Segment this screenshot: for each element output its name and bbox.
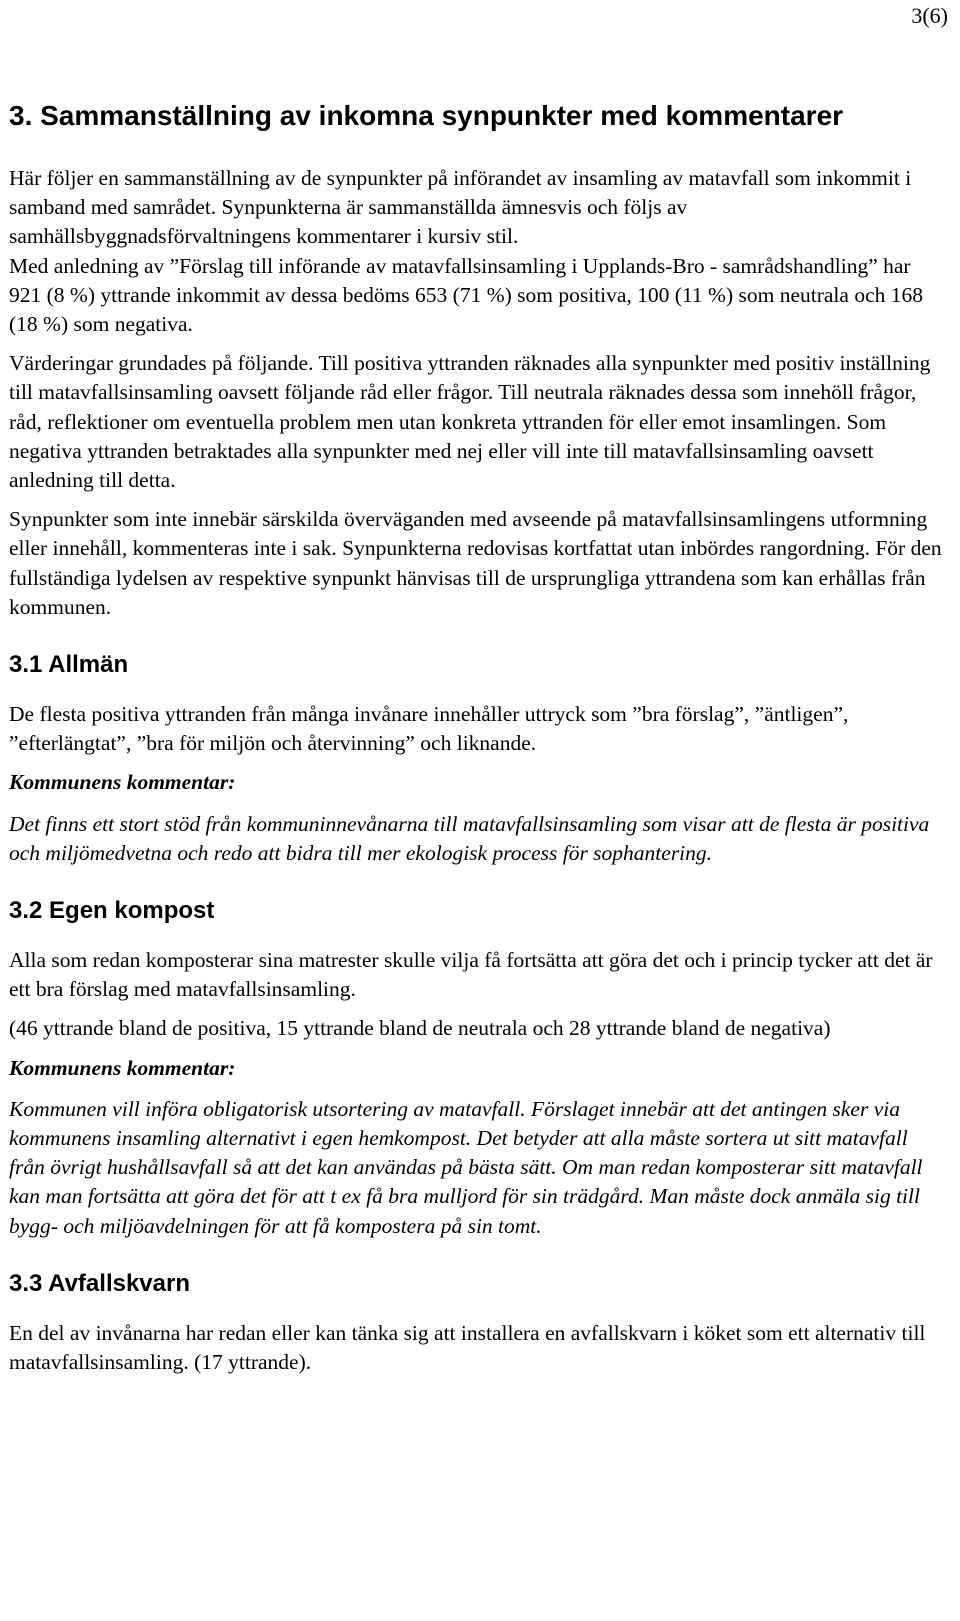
section-heading-allman: 3.1 Allmän bbox=[9, 651, 129, 679]
municipality-comment: Det finns ett stort stöd från kommuninnevånarna till matavfallsinsamling som visar att de flesta är positiva och miljömedvetna och redo att bidra till mer ekologisk process för sophantering. bbox=[9, 811, 930, 865]
response-counts: (46 yttrande bland de positiva, 15 yttrande bland de neutrala och 28 yttrande bland de negativa) bbox=[9, 1016, 831, 1041]
intro-paragraph: Här följer en sammanställning av de synpunkter på införandet av insamling av matavfall som inkommit i samband med samrådet. Synpunkterna är sammanställda ämnesvis och följs av samhällsbyggnadsförvaltningens kommentarer i kursiv stil. bbox=[9, 166, 912, 249]
intro-paragraph: Synpunkter som inte innebär särskilda överväganden med avseende på matavfallsinsamlingens utformning eller innehåll, kommenteras inte i sak. Synpunkterna redovisas kortfattat utan inbördes rangordning. För den fullständiga lydelsen av respektive synpunkt hänvisas till de ursprungliga yttrandena som kan erhållas från kommunen. bbox=[9, 507, 942, 619]
municipality-comment: Kommunen vill införa obligatorisk utsortering av matavfall. Förslaget innebär att det antingen sker via kommunens insamling alternativt i egen hemkompost. Det betyder att alla måste sortera ut sitt matavfall från övrigt hushållsavfall så att det kan användas på bästa sätt. Om man redan komposterar sitt matavfall kan man fortsätta att göra det för att t ex få bra mulljord för sin trädgård. Man måste dock anmäla sig till bygg- och miljöavdelningen för att få kompostera på sin tomt. bbox=[9, 1096, 923, 1238]
page-content bbox=[9, 97, 944, 1387]
comment-label: Kommunens kommentar: bbox=[9, 1055, 236, 1080]
section-heading-avfallskvarn: 3.3 Avfallskvarn bbox=[9, 1269, 190, 1297]
page-title: 3. Sammanställning av inkomna synpunkter med kommentarer bbox=[9, 100, 844, 131]
page-number: 3(6) bbox=[911, 3, 948, 28]
section-body: Alla som redan komposterar sina matrester skulle vilja få fortsätta att göra det och i princip tycker att det är ett bra förslag med matavfallsinsamling. bbox=[9, 948, 933, 1002]
intro-paragraph: Värderingar grundades på följande. Till positiva yttranden räknades alla synpunkter med positiv inställning till matavfallsinsamling oavsett följande råd eller frågor. Till neutrala räknades dessa som innehöll frågor, råd, reflektioner om eventuella problem men utan konkreta yttranden för eller emot insamlingen. Som negativa yttranden betraktades alla synpunkter med nej eller vill inte till matavfallsinsamling oavsett anledning till detta. bbox=[9, 351, 931, 493]
section-body: En del av invånarna har redan eller kan tänka sig att installera en avfallskvarn i köket som ett alternativ till matavfallsinsamling. (17 yttrande). bbox=[9, 1320, 926, 1375]
comment-label: Kommunens kommentar: bbox=[9, 770, 236, 795]
intro-paragraph: Med anledning av ”Förslag till införande av matavfallsinsamling i Upplands-Bro - samrådshandling” har 921 (8 %) yttrande inkommit av dessa bedöms 653 (71 %) som positiva, 100 (11 %) som neutrala och 168 (18 %) som negativa. bbox=[9, 253, 923, 337]
section-heading-egen-kompost: 3.2 Egen kompost bbox=[9, 897, 215, 925]
section-body: De flesta positiva yttranden från många invånare innehåller uttryck som ”bra förslag”, ”äntligen”, ”efterlängtat”, ”bra för miljön och återvinning” och liknande. bbox=[9, 702, 849, 756]
